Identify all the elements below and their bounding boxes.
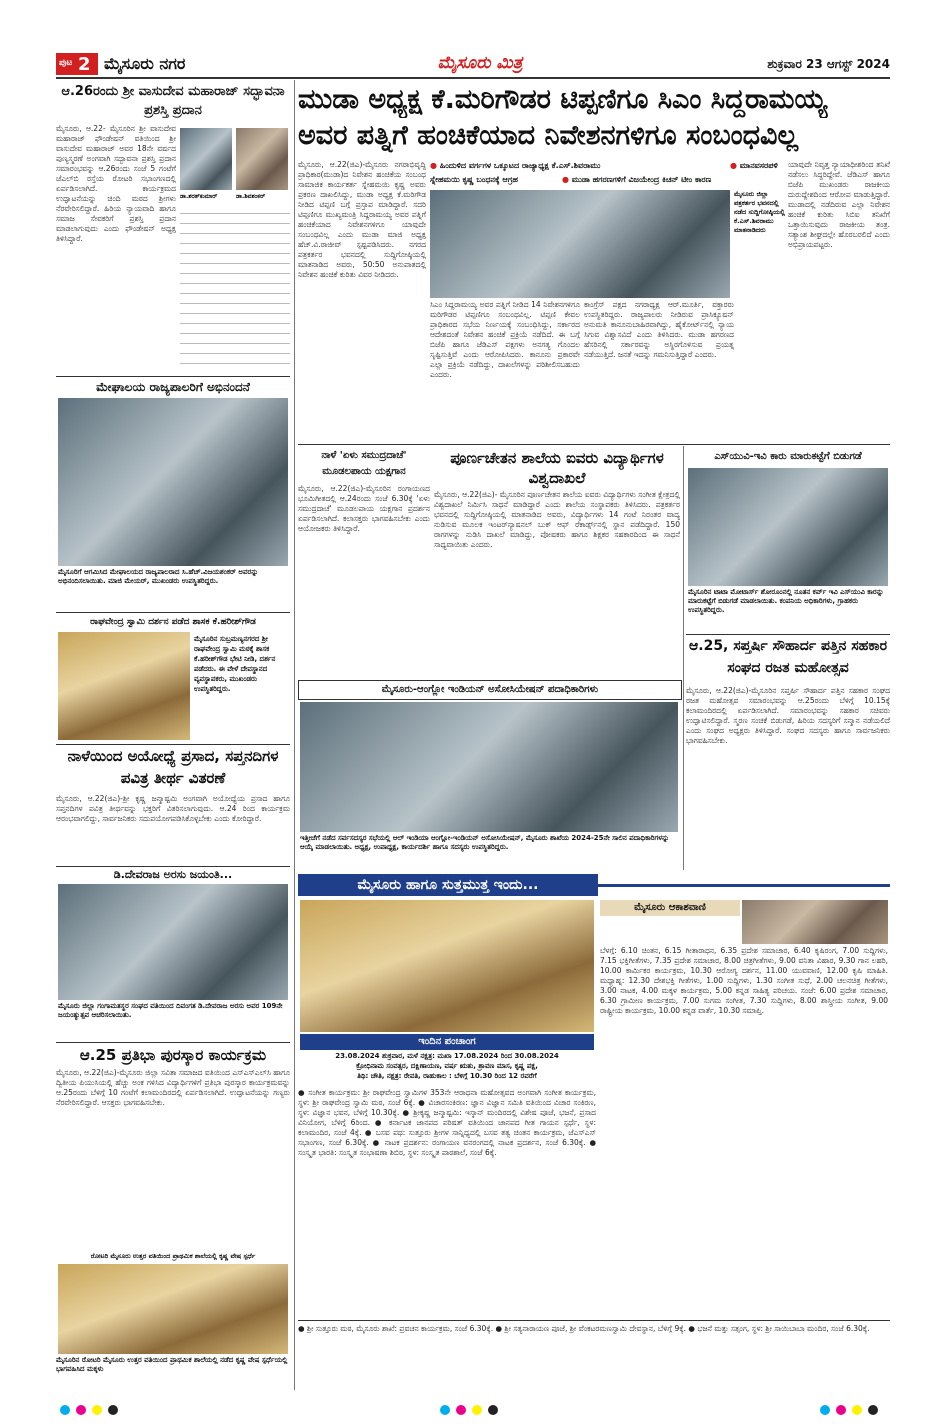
yakshagana-headline: ನಾಳೆ 'ಏಳು ಸಮುದ್ರದಾಚೆ' ಮೂಡಲಪಾಯ ಯಕ್ಷಗಾನ	[321, 450, 407, 477]
story2-headline: ಮೇಘಾಲಯ ರಾಜ್ಯಪಾಲರಿಗೆ ಅಭಿನಂದನೆ	[56, 376, 290, 397]
children-photo	[58, 1264, 288, 1354]
reg-dot-black-3	[868, 1405, 878, 1415]
page-number: 2	[78, 54, 91, 75]
story3-body: ಮೈಸೂರಿನ ಸುಬ್ರಮಣ್ಯನಗರದ ಶ್ರೀ ರಾಘವೇಂದ್ರ ಸ್ವಾಮಿ ಮಠಕ್ಕೆ ಶಾಸಕ ಕೆ.ಹರೀಶ್‌ಗೌಡ ಭೇಟಿ ನೀಡಿ, ದರ್ಶನ ಪಡೆದರು. ಈ ವೇಳೆ ದೇವಸ್ಥಾನದ ವ್ಯವಸ್ಥಾಪಕರು, ಮುಖಂಡರು ಉಪಸ್ಥಿತರಿದ್ದರು.	[194, 635, 276, 693]
column-rule-1	[294, 80, 295, 1390]
lead-tag-1: ● ಹಿಂದುಳಿದ ವರ್ಗಗಳ ಒಕ್ಕೂಟದ ರಾಜ್ಯಾಧ್ಯಕ್ಷ ಕೆ.ಎಸ್.ಶಿವರಾಮು	[430, 161, 601, 170]
paper-name: ಮೈಸೂರು ಮಿತ್ರ	[437, 53, 523, 73]
story6-caption2: ಮೈಸೂರಿನ ರೋಟರಿ ಮೈಸೂರು ಉತ್ತರ ವತಿಯಿಂದ ಪ್ರಾಥಮಿಕ ಶಾಲೆಯಲ್ಲಿ ನಡೆದ ಕೃಷ್ಣ ವೇಷ ಸ್ಪರ್ಧೆಯಲ್ಲಿ ಭಾಗವಹಿಸಿದ ಮಕ್ಕಳು	[56, 1356, 288, 1373]
reg-dot-yellow	[92, 1405, 102, 1415]
school-headline: ಪೂರ್ಣಚೇತನ ಶಾಲೆಯ ಐವರು ವಿದ್ಯಾರ್ಥಿಗಳ ವಿಶ್ವದಾಖಲೆ	[450, 449, 664, 487]
lead-tag-3-text: ಸ್ನೇಹಮಯಿ ಕೃಷ್ಣ ಬಂಧನಕ್ಕೆ ಆಗ್ರಹ	[430, 175, 518, 184]
lead-body-3: ಕಾಂಗ್ರೆಸ್ ಪಕ್ಷದ ನಗರಾಧ್ಯಕ್ಷ ಆರ್.ಮೂರ್ತಿ, ವಕ್ತಾರರು ಉಪಸ್ಥಿತರಿದ್ದರು. ರಾಜ್ಯಪಾಲರು ನೀಡಿರುವ ಪ್ರಾಸಿಕ್ಯೂಷನ್ ಅನುಮತಿ ಕಾನೂನುಬಾಹಿರವಾಗಿದ್ದು, ಹೈಕೋರ್ಟ್‌ನಲ್ಲಿ ನ್ಯಾಯ ಸಿಗುವ ವಿಶ್ವಾಸವಿದೆ ಎಂದು ತಿಳಿಸಿದರು. ಮುಡಾ ಹಗರಣದ ಹೆಸರಿನಲ್ಲಿ ಸರ್ಕಾರವನ್ನು ಅಸ್ಥಿರಗೊಳಿಸುವ ಪ್ರಯತ್ನ ನಡೆಯುತ್ತಿದೆ. ಜನತೆ ಇದನ್ನು ಗಮನಿಸುತ್ತಿದ್ದಾರೆ ಎಂದರು.	[584, 300, 734, 359]
story6-caption: ರೋಟರಿ ಮೈಸೂರು ಉತ್ತರ ವತಿಯಿಂದ ಪ್ರಾಥಮಿಕ ಶಾಲೆಯಲ್ಲಿ ಕೃಷ್ಣ ವೇಷ ಸ್ಪರ್ಧೆ	[90, 1252, 256, 1260]
governor-photo	[58, 398, 288, 566]
lead-body-4: ಯಾವುದೇ ನಿವೃತ್ತ ನ್ಯಾಯಾಧೀಶರಿಂದ ತನಿಖೆ ನಡೆಸಲು ಸಿದ್ಧರಿದ್ದೇವೆ. ಜೆಡಿಎಸ್ ಹಾಗೂ ಬಿಜೆಪಿ ಮುಖಂಡರು ರಾಜಕೀಯ ದುರುದ್ದೇಶದಿಂದ ಆರೋಪ ಮಾಡುತ್ತಿದ್ದಾರೆ. ಮುಡಾದಲ್ಲಿ ನಡೆದಿರುವ ಎಲ್ಲಾ ನಿವೇಶನ ಹಂಚಿಕೆ ಕುರಿತು ಸಿಬಿಐ ತನಿಖೆಗೆ ಒತ್ತಾಯಿಸುವುದು ರಾಜಕೀಯ ತಂತ್ರ. ಸತ್ಯಾಂಶ ಶೀಘ್ರದಲ್ಲೇ ಹೊರಬರಲಿದೆ ಎಂದು ಅಭಿಪ್ರಾಯಪಟ್ಟರು.	[788, 160, 890, 249]
ev-caption: ಮೈಸೂರಿನ ಟಾಟಾ ಮೋಟಾರ್ಸ್ ಶೋರೂಂನಲ್ಲಿ ನೂತನ ಕರ್ವ್ ಇವಿ ಎಸ್‌ಯುವಿ ಕಾರನ್ನು ಮಾರುಕಟ್ಟೆಗೆ ಬಿಡುಗಡೆ ಮಾಡಲಾಯಿತು. ಕಂಪನಿಯ ಅಧಿಕಾರಿಗಳು, ಗ್ರಾಹಕರು ಉಪಸ್ಥಿತರಿದ್ದರು.	[688, 588, 884, 614]
temple-photo	[58, 632, 190, 740]
story1-headline: ಆ.26ರಂದು ಶ್ರೀ ವಾಸುದೇವ ಮಹಾರಾಜ್ ಸದ್ಭಾವನಾ ಪ್ರಶಸ್ತಿ ಪ್ರದಾನ	[61, 84, 285, 118]
radio-title: ಮೈಸೂರು ಆಕಾಶವಾಣಿ	[600, 900, 740, 916]
lead-tag-1-text: ಹಿಂದುಳಿದ ವರ್ಗಗಳ ಒಕ್ಕೂಟದ ರಾಜ್ಯಾಧ್ಯಕ್ಷ ಕೆ.ಎಸ್.ಶಿವರಾಮು	[439, 161, 601, 170]
anglo-photo	[300, 702, 678, 832]
bottom-events: ● ಶ್ರೀ ಸುತ್ತೂರು ಮಠ, ಮೈಸೂರು ಶಾಖೆ: ಪ್ರವಚನ ಕಾರ್ಯಕ್ರಮ, ಸಂಜೆ 6.30ಕ್ಕೆ. ● ಶ್ರೀ ಸತ್ಯನಾರಾಯಣ ಪೂಜೆ, ಶ್ರೀ ವೆಂಕಟರಮಣಸ್ವಾಮಿ ದೇವಸ್ಥಾನ, ಬೆಳಿಗ್ಗೆ 9ಕ್ಕೆ. ● ಭಜನೆ ಮತ್ತು ಸತ್ಸಂಗ, ಸ್ಥಳ: ಶ್ರೀ ಸಾಯಿಬಾಬಾ ಮಂದಿರ, ಸಂಜೆ 6.30ಕ್ಕೆ.	[298, 1324, 870, 1333]
school-body: ಮೈಸೂರು, ಆ.22(ಜಿಎ)- ಮೈಸೂರಿನ ಪೂರ್ಣಚೇತನ ಶಾಲೆಯ ಐವರು ವಿದ್ಯಾರ್ಥಿಗಳು ಸಂಗೀತ ಕ್ಷೇತ್ರದಲ್ಲಿ ವಿಶ್ವದಾಖಲೆ ನಿರ್ಮಿಸಿ ಸಾಧನೆ ಮಾಡಿದ್ದಾರೆ ಎಂದು ಶಾಲೆಯ ಸಂಸ್ಥಾಪಕರು ತಿಳಿಸಿದರು. ಪತ್ರಕರ್ತರ ಭವನದಲ್ಲಿ ಸುದ್ದಿಗೋಷ್ಠಿಯಲ್ಲಿ ಮಾತನಾಡಿದ ಅವರು, ವಿದ್ಯಾರ್ಥಿಗಳು 14 ಗಂಟೆ ನಿರಂತರ ವಾದ್ಯ ನುಡಿಸುವ ಮೂಲಕ ಇಂಟರ್‌ನ್ಯಾಷನಲ್ ಬುಕ್ ಆಫ್ ರೆಕಾರ್ಡ್ಸ್‌ನಲ್ಲಿ ಸ್ಥಾನ ಪಡೆದಿದ್ದಾರೆ. 150 ರಾಗಗಳನ್ನು ನುಡಿಸಿ ದಾಖಲೆ ಮಾಡಿದ್ದು, ಪೋಷಕರು ಹಾಗೂ ಶಿಕ್ಷಕರ ಸಹಕಾರದಿಂದ ಈ ಸಾಧನೆ ಸಾಧ್ಯವಾಯಿತು ಎಂದರು.	[434, 490, 680, 549]
reg-dot-black	[108, 1405, 118, 1415]
masthead-rule	[56, 77, 890, 79]
reg-dot-cyan-2	[440, 1405, 450, 1415]
portrait-photo-a	[180, 128, 232, 190]
events-list: ● ಸಂಗೀತ ಕಾರ್ಯಕ್ರಮ: ಶ್ರೀ ರಾಘವೇಂದ್ರ ಸ್ವಾಮಿಗಳ 353ನೇ ಆರಾಧನಾ ಮಹೋತ್ಸವದ ಅಂಗವಾಗಿ ಸಂಗೀತ ಕಾರ್ಯಕ್ರಮ, ಸ್ಥಳ: ಶ್ರೀ ರಾಘವೇಂದ್ರ ಸ್ವಾಮಿ ಮಠ, ಸಂಜೆ 6ಕ್ಕೆ. ● ವಿಚಾರಸಂಕಿರಣ: ಜ್ಞಾನ ವಿಜ್ಞಾನ ಸಮಿತಿ ವತಿಯಿಂದ ವಿಚಾರ ಸಂಕಿರಣ, ಸ್ಥಳ: ವಿಜ್ಞಾನ ಭವನ, ಬೆಳಿಗ್ಗೆ 10.30ಕ್ಕೆ. ● ಶ್ರೀಕೃಷ್ಣ ಜನ್ಮಾಷ್ಟಮಿ: ಇಸ್ಕಾನ್ ಮಂದಿರದಲ್ಲಿ ವಿಶೇಷ ಪೂಜೆ, ಭಜನೆ, ಪ್ರಸಾದ ವಿನಿಯೋಗ, ಬೆಳಿಗ್ಗೆ 6ರಿಂದ. ● ಕರ್ನಾಟಕ ಜಾನಪದ ಪರಿಷತ್ ವತಿಯಿಂದ ಜಾನಪದ ಗೀತ ಗಾಯನ ಸ್ಪರ್ಧೆ, ಸ್ಥಳ: ಕಲಾಮಂದಿರ, ಸಂಜೆ 4ಕ್ಕೆ. ● ಬಸವ ಪಥ: ಸುತ್ತೂರು ಶ್ರೀಗಳ ಸಾನ್ನಿಧ್ಯದಲ್ಲಿ ಬಸವ ತತ್ವ ಚಿಂತನ ಕಾರ್ಯಕ್ರಮ, ಜೆಎಸ್‌ಎಸ್ ಸಭಾಂಗಣ, ಸಂಜೆ 6.30ಕ್ಕೆ. ● ನಾಟಕ ಪ್ರದರ್ಶನ: ರಂಗಾಯಣ ವನರಂಗದಲ್ಲಿ ನಾಟಕ ಪ್ರದರ್ಶನ, ಸಂಜೆ 6.30ಕ್ಕೆ. ● ಸಂಸ್ಕೃತ ಭಾರತಿ: ಸಂಸ್ಕೃತ ಸಂಭಾಷಣಾ ಶಿಬಿರ, ಸ್ಥಳ: ಸಂಸ್ಕೃತ ಪಾಠಶಾಲೆ, ಸಂಜೆ 6ಕ್ಕೆ.	[298, 1088, 596, 1157]
lead-headline-1: ಮುಡಾ ಅಧ್ಯಕ್ಷ ಕೆ.ಮರಿಗೌಡರ ಟಿಪ್ಪಣಿಗೂ ಸಿಎಂ ಸಿದ್ದರಾಮಯ್ಯ	[298, 84, 828, 115]
page-badge	[56, 53, 98, 75]
story6-body: ಮೈಸೂರು, ಆ.22(ಜಿಎ)-ಮೈಸೂರು ಜಿಲ್ಲಾ ಸವಿತಾ ಸಮಾಜದ ವತಿಯಿಂದ ಎಸ್ಎಸ್‌ಎಲ್‌ಸಿ ಹಾಗೂ ದ್ವಿತೀಯ ಪಿಯುಸಿಯಲ್ಲಿ ಹೆಚ್ಚು ಅಂಕ ಗಳಿಸಿದ ವಿದ್ಯಾರ್ಥಿಗಳಿಗೆ ಪ್ರತಿಭಾ ಪುರಸ್ಕಾರ ಕಾರ್ಯಕ್ರಮವನ್ನು ಆ.25ರಂದು ಬೆಳಿಗ್ಗೆ 10 ಗಂಟೆಗೆ ಕಲಾಮಂದಿರದಲ್ಲಿ ಏರ್ಪಡಿಸಲಾಗಿದೆ. ಉದ್ಘಾಟನೆಯನ್ನು ಗಣ್ಯರು ನೆರವೇರಿಸಲಿದ್ದಾರೆ. ಆಸಕ್ತರು ಭಾಗವಹಿಸಬೇಕು.	[56, 1068, 290, 1107]
panchang-line3: ತಿಥಿ: ಚೌತಿ, ನಕ್ಷತ್ರ: ರೇವತಿ, ರಾಹುಕಾಲ : ಬೆಳಿಗ್ಗೆ 10.30 ರಿಂದ 12 ರವರೆಗೆ	[357, 1072, 537, 1080]
reg-dot-yellow-3	[852, 1405, 862, 1415]
page-label: ಪುಟ	[59, 58, 73, 68]
lead-tag-2: ● ಮಾನವಸರಪಳಿ	[730, 161, 778, 170]
anglo-caption: ಇತ್ತೀಚೆಗೆ ನಡೆದ ಸರ್ವಸದಸ್ಯರ ಸಭೆಯಲ್ಲಿ ಆಲ್ ಇಂಡಿಯಾ ಆಂಗ್ಲೋ-ಇಂಡಿಯನ್ ಅಸೋಸಿಯೇಷನ್, ಮೈಸೂರು ಶಾಖೆಯ 2024-25ನೇ ಸಾಲಿನ ಪದಾಧಿಕಾರಿಗಳನ್ನು ಆಯ್ಕೆ ಮಾಡಲಾಯಿತು. ಅಧ್ಯಕ್ಷ, ಉಪಾಧ್ಯಕ್ಷ, ಕಾರ್ಯದರ್ಶಿ ಹಾಗೂ ಸದಸ್ಯರು ಉಪಸ್ಥಿತರಿದ್ದರು.	[300, 834, 670, 851]
story4-body: ಮೈಸೂರು, ಆ.22(ಜಿಎ)-ಶ್ರೀ ಕೃಷ್ಣ ಜನ್ಮಾಷ್ಟಮಿ ಅಂಗವಾಗಿ ಅಯೋಧ್ಯೆಯ ಪ್ರಸಾದ ಹಾಗೂ ಸಪ್ತನದಿಗಳ ಪವಿತ್ರ ತೀರ್ಥವನ್ನು ಭಕ್ತರಿಗೆ ವಿತರಿಸಲಾಗುವುದು. ಆ.24 ರಿಂದ ಕಾರ್ಯಕ್ರಮ ಆರಂಭವಾಗಲಿದ್ದು, ಸಾರ್ವಜನಿಕರು ಸದುಪಯೋಗಪಡಿಸಿಕೊಳ್ಳಬೇಕು ಎಂದು ಕೋರಿದ್ದಾರೆ.	[56, 794, 290, 823]
lead-tag-4-text: ಮುಡಾ ಹಗರಣಗಳಿಗೆ ವಿಜಯೇಂದ್ರ ಕಿಚನ್ ಟೀಂ ಕಾರಣ	[571, 175, 712, 184]
ev-car-photo	[688, 468, 888, 586]
lead-tag-4: ● ಮುಡಾ ಹಗರಣಗಳಿಗೆ ವಿಜಯೇಂದ್ರ ಕಿಚನ್ ಟೀಂ ಕಾರಣ	[562, 175, 712, 184]
reg-dot-magenta	[76, 1405, 86, 1415]
section-title: ಮೈಸೂರು ನಗರ	[104, 54, 186, 73]
today-banner-bar	[598, 884, 890, 887]
coop-headline: ಆ.25, ಸಪ್ತರ್ಷಿ ಸೌಹಾರ್ದ ಪತ್ತಿನ ಸಹಕಾರ ಸಂಘದ ರಜತ ಮಹೋತ್ಸವ	[686, 634, 890, 683]
lead-rule	[298, 444, 890, 445]
anglo-headline: ಮೈಸೂರು-ಆಂಗ್ಲೋ ಇಂಡಿಯನ್ ಅಸೋಸಿಯೇಷನ್ ಪದಾಧಿಕಾರಿಗಳು	[381, 684, 599, 695]
panchang-line1: 23.08.2024 ಶುಕ್ರವಾರ, ಮಳೆ ನಕ್ಷತ್ರ: ಮಖಾ 17.08.2024 ರಿಂದ 30.08.2024	[335, 1052, 559, 1060]
panchang-title: ಇಂದಿನ ಪಂಚಾಂಗ	[300, 1034, 594, 1050]
story2-caption: ಮೈಸೂರಿಗೆ ಆಗಮಿಸಿದ ಮೇಘಾಲಯದ ರಾಜ್ಯಪಾಲರಾದ ಸಿ.ಹೆಚ್.ವಿಜಯಶಂಕರ್ ಅವರನ್ನು ಅಭಿನಂದಿಸಲಾಯಿತು. ಮಾಜಿ ಮೇಯರ್, ಮುಖಂಡರು ಉಪಸ್ಥಿತರಿದ್ದರು.	[58, 568, 259, 585]
issue-date: ಶುಕ್ರವಾರ 23 ಆಗಸ್ಟ್ 2024	[767, 57, 890, 71]
reg-dot-magenta-2	[456, 1405, 466, 1415]
lead-body-2: ಸಿಎಂ ಸಿದ್ದರಾಮಯ್ಯ ಅವರ ಪತ್ನಿಗೆ ನೀಡಿದ 14 ನಿವೇಶನಗಳಿಗೂ ಮರಿಗೌಡರ ಟಿಪ್ಪಣಿಗೂ ಸಂಬಂಧವಿಲ್ಲ. ಟಿಪ್ಪಣಿ ಕೇವಲ ಪ್ರಾಧಿಕಾರದ ಸಭೆಯ ನಿರ್ಣಯಕ್ಕೆ ಸಂಬಂಧಿಸಿದ್ದು, ಸರ್ಕಾರದ ಆದೇಶದಂತೆ ನಿವೇಶನ ಹಂಚಿಕೆ ಪ್ರಕ್ರಿಯೆ ನಡೆದಿದೆ. ಈ ಬಗ್ಗೆ ಬಿಜೆಪಿ ಹಾಗೂ ಜೆಡಿಎಸ್ ಪಕ್ಷಗಳು ಅನಗತ್ಯ ಗೊಂದಲ ಸೃಷ್ಟಿಸುತ್ತಿವೆ ಎಂದು ಆರೋಪಿಸಿದರು. ಕಾನೂನು ಪ್ರಕಾರವೇ ಎಲ್ಲಾ ಪ್ರಕ್ರಿಯೆ ನಡೆದಿದ್ದು, ದಾಖಲೆಗಳನ್ನು ಪರಿಶೀಲಿಸಬಹುದು ಎಂದರು.	[430, 300, 580, 379]
portrait-caption-a: ಡಾ.ಶರತ್‌ಕುಮಾರ್	[180, 193, 218, 200]
reg-dot-magenta-3	[836, 1405, 846, 1415]
story6-headline: ಆ.25 ಪ್ರತಿಭಾ ಪುರಸ್ಕಾರ ಕಾರ್ಯಕ್ರಮ	[56, 1042, 290, 1067]
story1-body-a: ಮೈಸೂರು, ಆ.22- ಮೈಸೂರಿನ ಶ್ರೀ ವಾಸುದೇವ ಮಹಾರಾಜ್ ಫೌಂಡೇಷನ್ ವತಿಯಿಂದ ಶ್ರೀ ವಾಸುದೇವ ಮಹಾರಾಜ್ ಅವರ 18ನೇ ವರ್ಷದ ಪುಣ್ಯಸ್ಮರಣೆ ಅಂಗವಾಗಿ ಸದ್ಭಾವನಾ ಪ್ರಶಸ್ತಿ ಪ್ರದಾನ ಸಮಾರಂಭವನ್ನು ಆ.26ರಂದು ಸಂಜೆ 5 ಗಂಟೆಗೆ ಜೆಎಲ್‌ಬಿ ರಸ್ತೆಯ ರೋಟರಿ ಸಭಾಂಗಣದಲ್ಲಿ ಏರ್ಪಡಿಸಲಾಗಿದೆ. ಕಾರ್ಯಕ್ರಮದ ಉದ್ಘಾಟನೆಯನ್ನು ಚಿಂದಿ ಮಠದ ಶ್ರೀಗಳು ನೆರವೇರಿಸಲಿದ್ದಾರೆ. ಹಿರಿಯ ನ್ಯಾಯವಾದಿ ಹಾಗೂ ಸಮಾಜ ಸೇವಕರಿಗೆ ಪ್ರಶಸ್ತಿ ಪ್ರದಾನ ಮಾಡಲಾಗುವುದು ಎಂದು ಫೌಂಡೇಷನ್ ಅಧ್ಯಕ್ಷ ತಿಳಿಸಿದ್ದಾರೆ.	[56, 124, 176, 243]
lead-photo-caption: ಮೈಸೂರು ಜಿಲ್ಲಾ ಪತ್ರಕರ್ತರ ಭವನದಲ್ಲಿ ನಡೆದ ಸುದ್ದಿಗೋಷ್ಠಿಯಲ್ಲಿ ಕೆ.ಎಸ್.ಶಿವರಾಮು ಮಾತನಾಡಿದರು	[734, 190, 785, 234]
lead-tag-3	[430, 174, 560, 186]
reg-dot-yellow-2	[472, 1405, 482, 1415]
story5-headline: ಡಿ.ದೇವರಾಜ ಅರಸು ಜಯಂತಿ...	[56, 866, 290, 883]
press-meet-photo	[430, 190, 730, 298]
radio-schedule: ಬೆಳಗ್ಗೆ: 6.10 ಚಿಂತನ, 6.15 ಗೀತಾರಾಧನ, 6.35 ಪ್ರದೇಶ ಸಮಾಚಾರ, 6.40 ಕೃಷಿರಂಗ, 7.00 ಸುದ್ದಿಗಳು, 7.15 ಭಕ್ತಿಗೀತೆಗಳು, 7.35 ಪ್ರದೇಶ ಸಮಾಚಾರ, 8.00 ಚಿತ್ರಗೀತೆಗಳು, 9.00 ವನಿತಾ ವಿಹಾರ, 9.30 ಗಾನ ಲಹರಿ, 10.00 ಕಾರ್ಮಿಕರ ಕಾರ್ಯಕ್ರಮ, 10.30 ಆರೋಗ್ಯ ದರ್ಶನ, 11.00 ಯುವವಾಣಿ, 12.00 ಕೃಷಿ ಮಾಹಿತಿ. ಮಧ್ಯಾಹ್ನ: 12.30 ದೇಶಭಕ್ತಿ ಗೀತೆಗಳು, 1.00 ಸುದ್ದಿಗಳು, 1.30 ಸಂಗೀತ ಸುಧೆ, 2.00 ಚಲನಚಿತ್ರ ಗೀತೆಗಳು, 3.00 ನಾಟಕ, 4.00 ಮಕ್ಕಳ ಕಾರ್ಯಕ್ರಮ, 5.00 ಕನ್ನಡ ಸಾಹಿತ್ಯ ಪರಿಚಯ. ಸಂಜೆ: 6.00 ಪ್ರದೇಶ ಸಮಾಚಾರ, 6.30 ಗ್ರಾಮೀಣ ಕಾರ್ಯಕ್ರಮ, 7.00 ಸುಗಮ ಸಂಗೀತ, 7.30 ಸುದ್ದಿಗಳು, 8.00 ಶಾಸ್ತ್ರೀಯ ಸಂಗೀತ, 9.00 ರಾಷ್ಟ್ರೀಯ ಕಾರ್ಯಕ್ರಮ, 10.00 ಕನ್ನಡ ವಾರ್ತೆ, 10.30 ಸಮಾಪ್ತಿ.	[600, 946, 888, 1015]
ev-headline: ಎಸ್‌ಯುವಿ-ಇವಿ ಕಾರು ಮಾರುಕಟ್ಟೆಗೆ ಬಿಡುಗಡೆ	[714, 451, 862, 462]
portrait-caption-b: ಡಾ.ಶಿವಶಂಕರ್	[236, 193, 266, 200]
story4-headline: ನಾಳೆಯಿಂದ ಅಯೋಧ್ಯೆ ಪ್ರಸಾದ, ಸಪ್ತನದಿಗಳ ಪವಿತ್ರ ತೀರ್ಥ ವಿತರಣೆ	[56, 744, 290, 791]
story1-body-b	[180, 206, 290, 372]
portrait-photo-b	[236, 128, 288, 190]
reg-dot-cyan-3	[820, 1405, 830, 1415]
jayanti-photo	[58, 884, 288, 1000]
lead-tag-2-text: ಮಾನವಸರಪಳಿ	[739, 161, 778, 170]
story3-headline: ರಾಘವೇಂದ್ರ ಸ್ವಾಮಿ ದರ್ಶನ ಪಡೆದ ಶಾಸಕ ಕೆ.ಹರೀಶ್‌ಗೌಡ	[56, 612, 290, 631]
lead-headline-2: ಅವರ ಪತ್ನಿಗೆ ಹಂಚಿಕೆಯಾದ ನಿವೇಶನಗಳಿಗೂ ಸಂಬಂಧವಿಲ್ಲ	[298, 120, 799, 151]
today-banner: ಮೈಸೂರು ಹಾಗೂ ಸುತ್ತಮುತ್ತ ಇಂದು...	[298, 874, 598, 896]
column-rule-2	[683, 446, 684, 870]
reg-dot-black-2	[488, 1405, 498, 1415]
story5-caption: ಮೈಸೂರು ಜಿಲ್ಲಾ ಗಂಗಾಮತಸ್ಥರ ಸಂಘದ ವತಿಯಿಂದ ದಿವಂಗತ ಡಿ.ದೇವರಾಜ ಅರಸು ಅವರ 109ನೇ ಜಯಂತ್ಯುತ್ಸವ ಆಚರಿಸಲಾಯಿತು.	[58, 1002, 283, 1019]
reg-dot-cyan	[60, 1405, 70, 1415]
coop-body: ಮೈಸೂರು, ಆ.22(ಜಿಎ)-ಮೈಸೂರಿನ ಸಪ್ತರ್ಷಿ ಸೌಹಾರ್ದ ಪತ್ತಿನ ಸಹಕಾರ ಸಂಘದ ರಜತ ಮಹೋತ್ಸವ ಸಮಾರಂಭವನ್ನು ಆ.25ರಂದು ಬೆಳಿಗ್ಗೆ 10.15ಕ್ಕೆ ಕಲಾಮಂದಿರದಲ್ಲಿ ಏರ್ಪಡಿಸಲಾಗಿದೆ. ಸಮಾರಂಭವನ್ನು ಸಹಕಾರ ಸಚಿವರು ಉದ್ಘಾಟಿಸಲಿದ್ದಾರೆ. ಸ್ಮರಣ ಸಂಚಿಕೆ ಬಿಡುಗಡೆ, ಹಿರಿಯ ಸದಸ್ಯರಿಗೆ ಸನ್ಮಾನ ನಡೆಯಲಿದೆ ಎಂದು ಸಂಘದ ಅಧ್ಯಕ್ಷರು ತಿಳಿಸಿದ್ದಾರೆ. ಸಂಘದ ಸದಸ್ಯರು ಹಾಗೂ ಸಾರ್ವಜನಿಕರು ಭಾಗವಹಿಸಬೇಕು.	[686, 686, 890, 745]
bottom-rule	[298, 1320, 890, 1321]
panchang-line2: ಕ್ರೋಧಿನಾಮ ಸಂವತ್ಸರ, ದಕ್ಷಿಣಾಯಣ, ವರ್ಷ ಋತು, ಶ್ರಾವಣ ಮಾಸ, ಕೃಷ್ಣ ಪಕ್ಷ,	[356, 1062, 538, 1070]
palace-photo	[300, 900, 594, 1032]
anglo-headline-box	[298, 680, 682, 700]
lead-body-1: ಮೈಸೂರು, ಆ.22(ಜಿಎ)-ಮೈಸೂರು ನಗರಾಭಿವೃದ್ಧಿ ಪ್ರಾಧಿಕಾರ(ಮುಡಾ)ದ ನಿವೇಶನ ಹಂಚಿಕೆಯ ಸಂಬಂಧ ಸಾಮಾಜಿಕ ಕಾರ್ಯಕರ್ತ ಸ್ನೇಹಮಯಿ ಕೃಷ್ಣ ಅವರು ಪ್ರಕರಣ ದಾಖಲಿಸಿದ್ದು, ಮುಡಾ ಅಧ್ಯಕ್ಷ ಕೆ.ಮರಿಗೌಡ ನೀಡಿದ ಟಿಪ್ಪಣಿ ಬಗ್ಗೆ ಪ್ರಸ್ತಾಪ ಮಾಡಿದ್ದಾರೆ. ಸದರಿ ಟಿಪ್ಪಣಿಗೂ ಮುಖ್ಯಮಂತ್ರಿ ಸಿದ್ದರಾಮಯ್ಯ ಅವರ ಪತ್ನಿಗೆ ಹಂಚಿಕೆಯಾದ ನಿವೇಶನಗಳಿಗೂ ಯಾವುದೇ ಸಂಬಂಧವಿಲ್ಲ ಎಂದು ಮುಡಾ ಮಾಜಿ ಅಧ್ಯಕ್ಷ ಹೆಚ್.ವಿ.ರಾಜೀವ್ ಸ್ಪಷ್ಟಪಡಿಸಿದರು. ನಗರದ ಪತ್ರಕರ್ತರ ಭವನದಲ್ಲಿ ಸುದ್ದಿಗೋಷ್ಠಿಯಲ್ಲಿ ಮಾತನಾಡಿದ ಅವರು, 50:50 ಅನುಪಾತದಲ್ಲಿ ನಿವೇಶನ ಹಂಚಿಕೆ ಕುರಿತು ವಿವರ ನೀಡಿದರು.	[298, 160, 426, 279]
yakshagana-body: ಮೈಸೂರು, ಆ.22(ಜಿಎ)-ಮೈಸೂರಿನ ರಂಗಾಯಣದ ಭೂಮಿಗೀತದಲ್ಲಿ ಆ.24ರಂದು ಸಂಜೆ 6.30ಕ್ಕೆ 'ಏಳು ಸಮುದ್ರದಾಚೆ' ಮೂಡಲಪಾಯ ಯಕ್ಷಗಾನ ಪ್ರದರ್ಶನ ಏರ್ಪಡಿಸಲಾಗಿದೆ. ಕಲಾಸಕ್ತರು ಭಾಗವಹಿಸಬೇಕು ಎಂದು ಆಯೋಜಕರು ತಿಳಿಸಿದ್ದಾರೆ.	[298, 484, 430, 533]
